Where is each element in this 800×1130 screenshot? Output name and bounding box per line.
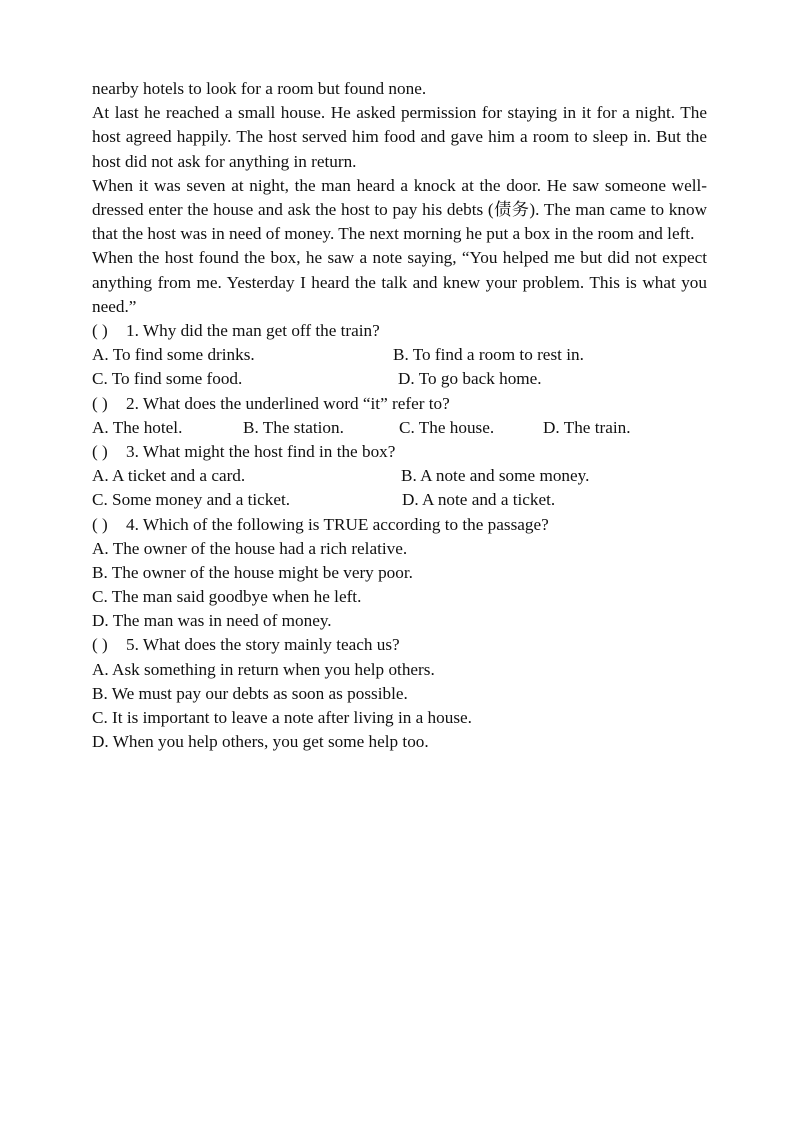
question-5: [92, 633, 707, 754]
option-b: B. A note and some money.: [401, 466, 590, 486]
option-b: B. The station.: [243, 417, 344, 437]
option-a: A. To find some drinks.: [92, 345, 255, 365]
option-row: [92, 416, 707, 440]
option-row: [92, 682, 707, 706]
option-d: D. A note and a ticket.: [402, 490, 556, 510]
option-row: [92, 464, 707, 488]
question-1: [92, 319, 707, 392]
option-a: A. Ask something in return when you help others.: [92, 659, 435, 679]
answer-blank[interactable]: ( ): [92, 393, 108, 413]
option-c: C. It is important to leave a note after living in a house.: [92, 708, 472, 728]
answer-blank[interactable]: ( ): [92, 635, 108, 655]
option-row: [92, 730, 707, 754]
option-row: [92, 561, 707, 585]
option-c: C. To find some food.: [92, 369, 243, 389]
passage-paragraph: When the host found the box, he saw a note saying, “You helped me but did not expect anything from me. Yesterday I heard the talk and knew your problem. This is what you need.”: [92, 248, 707, 316]
option-d: D. The man was in need of money.: [92, 611, 332, 631]
reading-passage: [92, 77, 707, 319]
option-a: A. A ticket and a card.: [92, 466, 246, 486]
option-d: D. The train.: [543, 417, 631, 437]
answer-blank[interactable]: ( ): [92, 441, 108, 461]
question-text: 3. What might the host find in the box?: [126, 441, 396, 461]
question-stem: [92, 319, 707, 343]
question-text: 4. Which of the following is TRUE according to the passage?: [126, 514, 549, 534]
option-d: D. When you help others, you get some help too.: [92, 732, 429, 752]
option-b: B. To find a room to rest in.: [393, 345, 584, 365]
option-d: D. To go back home.: [398, 369, 542, 389]
option-c: C. Some money and a ticket.: [92, 490, 291, 510]
option-row: [92, 367, 707, 391]
option-c: C. The house.: [399, 417, 495, 437]
option-row: [92, 488, 707, 512]
option-row: [92, 343, 707, 367]
passage-paragraph: At last he reached a small house. He asked permission for staying in it for a night. The host agreed happily. The host served him food and gave him a room to sleep in. But the host did not ask for anything in return.: [92, 103, 707, 171]
answer-blank[interactable]: ( ): [92, 514, 108, 534]
answer-blank[interactable]: ( ): [92, 321, 108, 341]
passage-paragraph: When it was seven at night, the man heard a knock at the door. He saw someone well-dressed enter the house and ask the host to pay his debts (债务). The man came to know that the host was in need of money. The next morning he put a box in the room and left.: [92, 175, 707, 244]
question-text: 5. What does the story mainly teach us?: [126, 635, 400, 655]
option-row: [92, 706, 707, 730]
question-3: [92, 440, 707, 513]
option-row: [92, 585, 707, 609]
question-stem: [92, 633, 707, 657]
question-2: [92, 392, 707, 440]
document-page: [92, 77, 707, 754]
question-stem: [92, 513, 707, 537]
option-b: B. The owner of the house might be very poor.: [92, 562, 413, 582]
option-row: [92, 537, 707, 561]
question-stem: [92, 392, 707, 416]
option-b: B. We must pay our debts as soon as possible.: [92, 683, 408, 703]
option-row: [92, 658, 707, 682]
option-a: A. The hotel.: [92, 417, 183, 437]
question-text: 2. What does the underlined word “it” refer to?: [126, 393, 450, 413]
question-text: 1. Why did the man get off the train?: [126, 321, 380, 341]
option-c: C. The man said goodbye when he left.: [92, 587, 362, 607]
question-4: [92, 513, 707, 634]
option-a: A. The owner of the house had a rich relative.: [92, 538, 408, 558]
passage-paragraph: nearby hotels to look for a room but found none.: [92, 79, 427, 98]
question-stem: [92, 440, 707, 464]
option-row: [92, 609, 707, 633]
